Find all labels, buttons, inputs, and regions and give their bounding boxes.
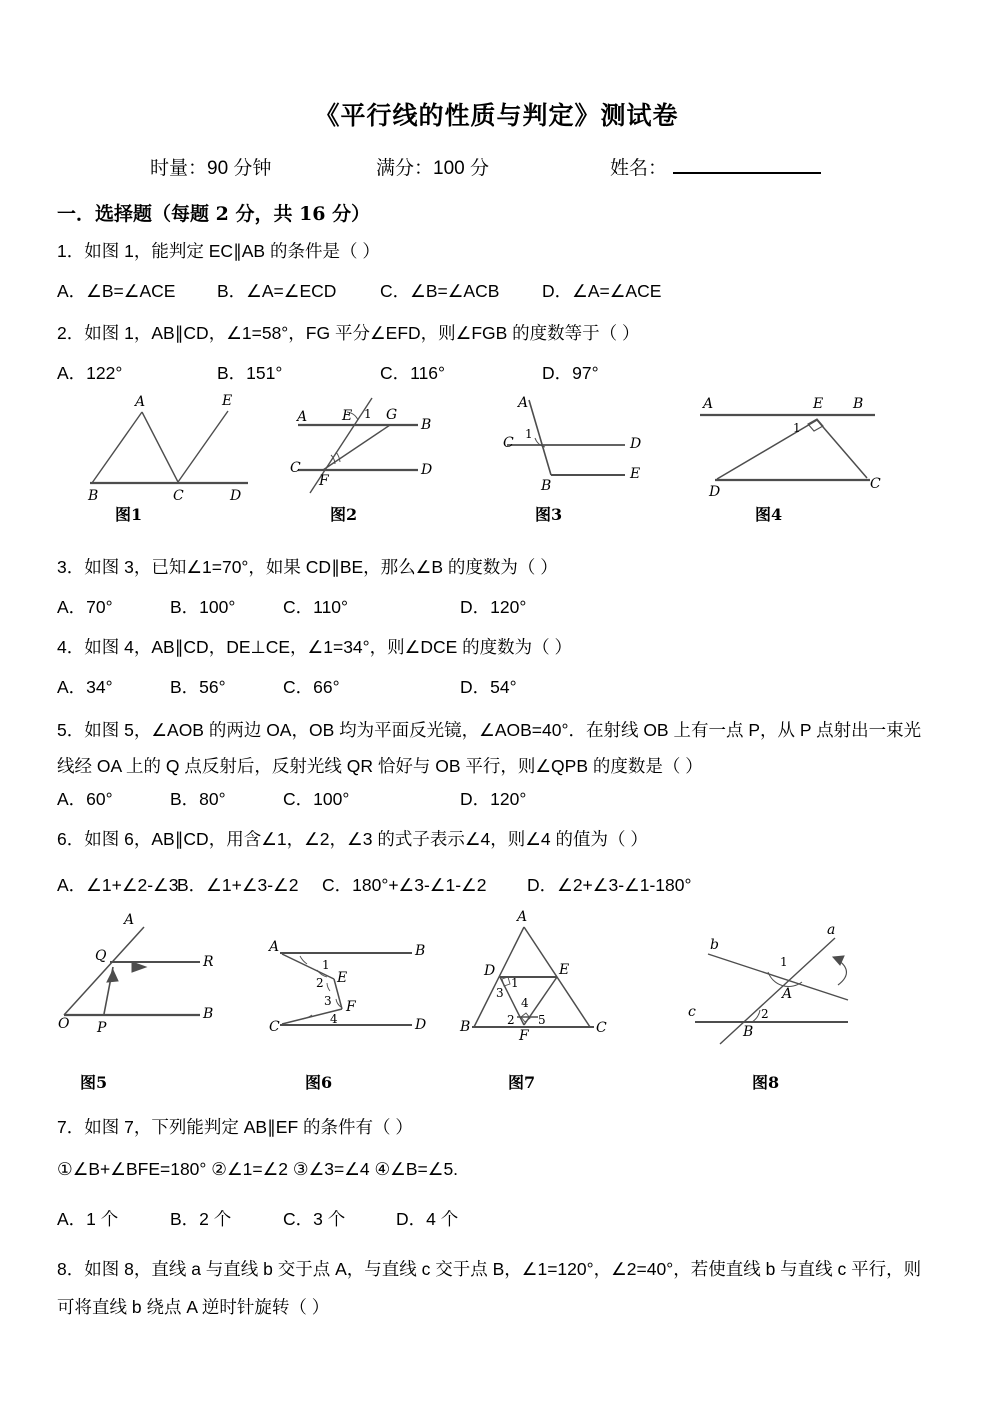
question-1-text: 1．如图 1，能判定 EC∥AB 的条件是（ ） (57, 241, 380, 261)
figure-3-label-E: E (630, 466, 641, 482)
q5-option-a[interactable]: A．60° (57, 789, 113, 809)
exam-duration: 时量：90 分钟 (150, 158, 272, 179)
q7-option-b[interactable]: B．2 个 (170, 1209, 232, 1229)
q1-option-c[interactable]: C．∠B=∠ACB (380, 281, 500, 301)
figure-4-right-angle-dec (695, 390, 895, 505)
q1-option-d[interactable]: D．∠A=∠ACE (542, 281, 662, 301)
figure-4-caption: 图4 (755, 505, 783, 524)
figure-5-label-O: O (58, 1016, 70, 1032)
q1-option-b[interactable]: B．∠A=∠ECD (217, 281, 337, 301)
figure-2-parallel-lines-transversal-fg (290, 390, 490, 505)
q3-option-a[interactable]: A．70° (57, 597, 113, 617)
figure-1-label-D: D (230, 488, 242, 504)
figure-row-1 (0, 385, 993, 535)
figure-7-caption: 图7 (508, 1073, 536, 1092)
q2-option-b[interactable]: B．151° (217, 363, 283, 383)
figure-1-label-B: B (88, 488, 99, 504)
question-6-options (57, 872, 691, 897)
figure-6-label-3: 3 (324, 994, 332, 1008)
figure-5-label-R: R (203, 954, 214, 970)
figure-7-label-1: 1 (511, 976, 519, 990)
page-title: 《平行线的性质与判定》测试卷 (314, 101, 679, 130)
question-3-options (57, 594, 526, 619)
figure-3-label-1: 1 (525, 427, 533, 441)
q2-option-a[interactable]: A．122° (57, 363, 123, 383)
figure-2-label-G: G (386, 407, 398, 423)
exam-header (0, 153, 993, 180)
figure-7-label-A: A (517, 909, 528, 925)
figure-3-label-C: C (503, 435, 514, 451)
student-name-blank[interactable] (673, 157, 821, 174)
q4-option-d[interactable]: D．54° (460, 677, 517, 697)
figure-7-label-B: B (460, 1019, 471, 1035)
question-1-options (57, 278, 661, 303)
figure-2-label-E: E (342, 408, 353, 424)
figure-8-label-a: a (827, 922, 836, 938)
q6-option-c[interactable]: C．180°+∠3-∠1-∠2 (322, 875, 487, 895)
figure-5-label-Q: Q (95, 948, 107, 964)
figure-8-caption: 图8 (752, 1073, 780, 1092)
figure-3-caption: 图3 (535, 505, 563, 524)
figure-4-label-E: E (813, 396, 824, 412)
figure-2-label-F: F (319, 473, 329, 489)
figure-1-label-E: E (222, 393, 233, 409)
q5-option-b[interactable]: B．80° (170, 789, 226, 809)
question-4-text: 4．如图 4，AB∥CD，DE⊥CE，∠1=34°，则∠DCE 的度数为（ ） (57, 637, 573, 657)
exam-total-marks: 满分：100 分 (376, 158, 489, 179)
figure-6-label-4: 4 (330, 1012, 338, 1026)
q6-option-b[interactable]: B．∠1+∠3-∠2 (177, 875, 299, 895)
figure-5-mirror-reflection-oaob (58, 910, 272, 1040)
q4-option-b[interactable]: B．56° (170, 677, 226, 697)
question-4-options (57, 674, 517, 699)
question-6-text: 6．如图 6，AB∥CD，用含∠1，∠2，∠3 的式子表示∠4，则∠4 的值为（ ） (57, 829, 648, 849)
q5-option-c[interactable]: C．100° (283, 789, 350, 809)
figure-5-caption: 图5 (80, 1073, 108, 1092)
figure-5-label-P: P (97, 1020, 107, 1036)
figure-3-label-B: B (541, 478, 552, 494)
figure-4-label-A: A (703, 396, 714, 412)
figure-7-label-3: 3 (496, 986, 504, 1000)
q1-option-a[interactable]: A．∠B=∠ACE (57, 281, 176, 301)
q7-option-a[interactable]: A．1 个 (57, 1209, 119, 1229)
figure-6-label-E: E (337, 970, 348, 986)
student-name-field (610, 153, 821, 180)
figure-3-label-A: A (518, 395, 529, 411)
question-2-text: 2．如图 1，AB∥CD，∠1=58°，FG 平分∠EFD，则∠FGB 的度数等于（ ） (57, 323, 640, 343)
question-2-options (57, 360, 599, 385)
figure-2-label-1: 1 (364, 407, 372, 421)
question-5-options (57, 786, 526, 811)
figure-7-label-D: D (484, 963, 496, 979)
figure-6-label-F: F (346, 999, 356, 1015)
figure-8-label-1: 1 (780, 955, 788, 969)
figure-8-label-c: c (688, 1004, 696, 1020)
q4-option-a[interactable]: A．34° (57, 677, 113, 697)
figure-6-label-B: B (415, 943, 426, 959)
figure-1-triangle-abc-ray-ce (80, 390, 280, 505)
figure-7-label-4: 4 (521, 996, 529, 1010)
q2-option-d[interactable]: D．97° (542, 363, 599, 383)
q3-option-c[interactable]: C．110° (283, 597, 349, 617)
figure-2-label-C: C (290, 460, 301, 476)
figure-7-label-E: E (559, 962, 570, 978)
figure-6-label-D: D (415, 1017, 427, 1033)
q3-option-d[interactable]: D．120° (460, 597, 527, 617)
figure-2-caption: 图2 (330, 505, 358, 524)
figure-7-label-2: 2 (507, 1013, 515, 1027)
question-7-text: 7．如图 7，下列能判定 AB∥EF 的条件有（ ） (57, 1117, 413, 1137)
figure-5-label-A: A (124, 912, 135, 928)
figure-row-2 (0, 905, 993, 1092)
q3-option-b[interactable]: B．100° (170, 597, 236, 617)
figure-4-label-C: C (870, 476, 881, 492)
figure-8-label-b: b (710, 937, 719, 953)
q6-option-a[interactable]: A．∠1+∠2-∠3 (57, 875, 179, 895)
question-8-text: 8．如图 8，直线 a 与直线 b 交于点 A，与直线 c 交于点 B，∠1=120°，∠2=40°，若使直线 b 与直线 c 平行，则可将直线 b 绕点 A 逆时针旋转（ ） (57, 1259, 922, 1317)
question-7-conditions: ①∠B+∠BFE=180° ②∠1=∠2 ③∠3=∠4 ④∠B=∠5. (57, 1159, 459, 1179)
question-5-text: 5．如图 5，∠AOB 的两边 OA，OB 均为平面反光镜，∠AOB=40°．在射线 OB 上有一点 P，从 P 点射出一束光线经 OA 上的 Q 点反射后，反射光线 QR 恰好与 OB 平行，则∠QPB 的度数是（ ） (57, 720, 922, 776)
q4-option-c[interactable]: C．66° (283, 677, 340, 697)
figure-2-label-B: B (421, 417, 432, 433)
figure-4-label-D: D (709, 484, 721, 500)
student-name-label: 姓名： (610, 158, 668, 179)
question-3-text: 3．如图 3，已知∠1=70°，如果 CD∥BE，那么∠B 的度数为（ ） (57, 557, 558, 577)
figure-8-lines-abc-rotation (690, 910, 890, 1040)
figure-8-label-A: A (782, 986, 793, 1002)
figure-2-label-A: A (297, 409, 308, 425)
figure-6-label-1: 1 (322, 958, 330, 972)
q7-option-c[interactable]: C．3 个 (283, 1209, 346, 1229)
figure-4-label-B: B (853, 396, 864, 412)
q7-option-d[interactable]: D．4 个 (396, 1209, 459, 1229)
figure-6-label-2: 2 (316, 976, 324, 990)
section-heading-choice: 一．选择题（每题 2 分，共 16 分） (57, 203, 371, 225)
figure-1-label-C: C (173, 488, 184, 504)
figure-6-zigzag-aefc (269, 927, 472, 1042)
figure-4-label-1: 1 (793, 421, 801, 435)
q2-option-c[interactable]: C．116° (380, 363, 446, 383)
figure-6-label-C: C (269, 1019, 280, 1035)
figure-6-caption: 图6 (305, 1073, 333, 1092)
figure-3-zigzag-cd-be (505, 390, 685, 505)
figure-1-caption: 图1 (115, 505, 143, 524)
question-7-options (57, 1206, 458, 1231)
figure-6-label-A: A (269, 939, 280, 955)
q6-option-d[interactable]: D．∠2+∠3-∠1-180° (527, 875, 692, 895)
figure-7-label-F: F (519, 1028, 529, 1044)
figure-1-label-A: A (135, 394, 146, 410)
figure-5-label-B: B (203, 1006, 214, 1022)
q5-option-d[interactable]: D．120° (460, 789, 527, 809)
figure-3-label-D: D (630, 436, 642, 452)
figure-8-label-2: 2 (761, 1007, 769, 1021)
figure-7-triangle-abc-midsegments (462, 907, 652, 1042)
figure-8-label-B: B (743, 1024, 754, 1040)
figure-2-label-D: D (421, 462, 433, 478)
figure-7-label-C: C (596, 1020, 607, 1036)
figure-7-label-5: 5 (538, 1013, 546, 1027)
